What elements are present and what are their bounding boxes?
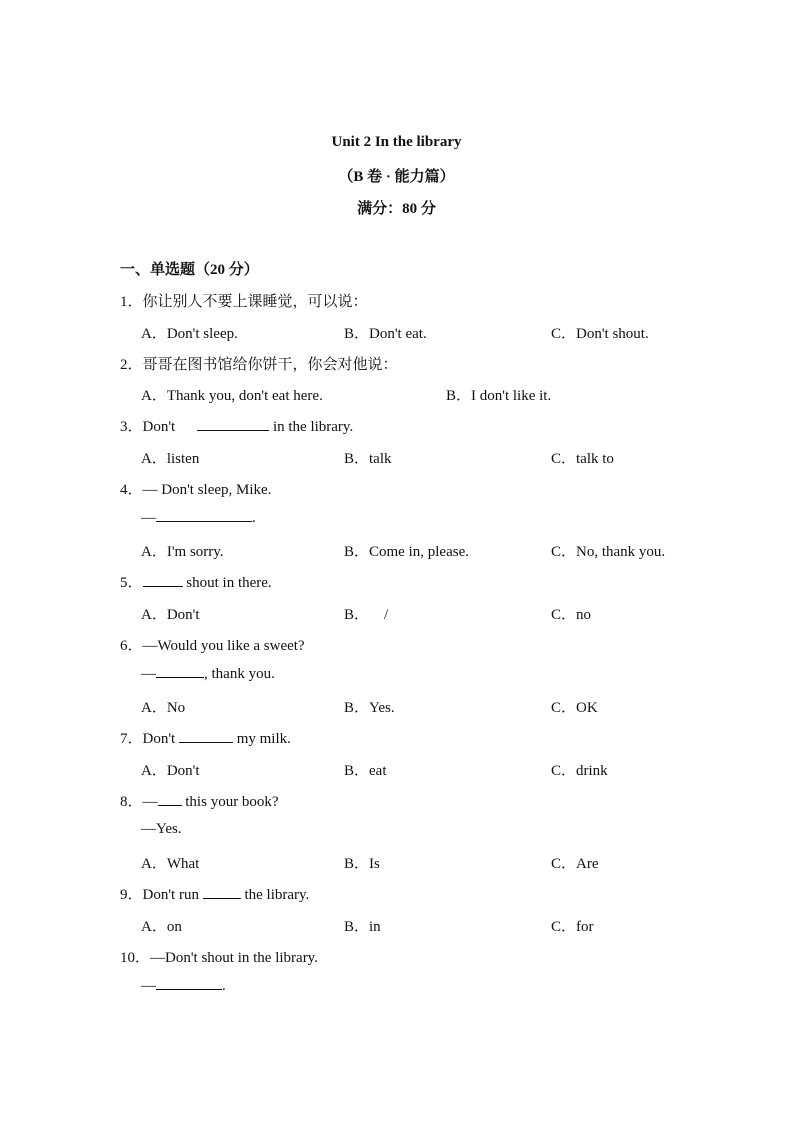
question-10-stem: 10．—Don't shout in the library. (120, 950, 318, 966)
question-9-option-a: A．on (141, 919, 182, 935)
question-8-text-pre: 8．— (120, 794, 158, 810)
question-2-option-b: B．I don't like it. (446, 388, 552, 404)
question-6-reply (141, 665, 275, 683)
question-4-reply (141, 509, 256, 527)
question-6-text-post: , thank you. (204, 666, 275, 682)
question-6-stem: 6．—Would you like a sweet? (120, 638, 305, 654)
question-5-option-a: A．Don't (141, 607, 200, 623)
question-7-stem (120, 727, 291, 748)
question-7-blank (179, 730, 233, 743)
question-8-option-b: B．Is (344, 856, 380, 872)
question-4-period: . (252, 510, 256, 526)
question-9-blank (203, 886, 241, 899)
question-3-text-pre: 3．Don't (120, 419, 176, 435)
question-7-text-pre: 7．Don't (120, 731, 179, 747)
question-8-stem (120, 790, 279, 811)
question-9-option-c: C．for (551, 919, 594, 935)
question-6-blank (156, 665, 204, 678)
question-3-option-c: C．talk to (551, 451, 614, 467)
question-1-option-a: A．Don't sleep. (141, 326, 238, 342)
question-7-text-post: my milk. (232, 731, 291, 747)
question-9-text-pre: 9．Don't run (120, 887, 203, 903)
question-7-option-c: C．drink (551, 763, 608, 779)
worksheet-subtitle: （B 卷 · 能力篇） (338, 169, 455, 185)
question-6-dash: — (141, 666, 156, 682)
question-5-number: 5． (120, 575, 143, 591)
question-7-option-a: A．Don't (141, 763, 200, 779)
total-score: 满分：80 分 (357, 201, 436, 217)
question-5-option-c: C．no (551, 607, 592, 623)
question-8-reply: —Yes. (141, 821, 182, 837)
question-5-blank (143, 574, 183, 587)
question-4-stem: 4．— Don't sleep, Mike. (120, 482, 272, 498)
question-5-text-post: shout in there. (182, 575, 272, 591)
section-heading: 一、单选题（20 分） (120, 262, 259, 278)
worksheet-title: Unit 2 In the library (331, 134, 462, 150)
question-4-option-c: C．No, thank you. (551, 544, 666, 560)
question-3-option-b: B．talk (344, 451, 392, 467)
question-4-blank (156, 509, 252, 522)
question-2-stem: 2．哥哥在图书馆给你饼干，你会对他说： (120, 357, 398, 373)
question-10-dash: — (141, 978, 156, 994)
question-6-option-a: A．No (141, 700, 186, 716)
question-8-option-a: A．What (141, 856, 200, 872)
question-4-option-b: B．Come in, please. (344, 544, 469, 560)
question-10-blank (156, 977, 222, 990)
question-9-stem (120, 883, 309, 904)
question-3-option-a: A．listen (141, 451, 200, 467)
question-6-option-b: B．Yes. (344, 700, 395, 716)
question-1-option-c: C．Don't shout. (551, 326, 649, 342)
question-5-stem (120, 571, 272, 592)
question-7-option-b: B．eat (344, 763, 387, 779)
question-2-option-a: A．Thank you, don't eat here. (141, 388, 323, 404)
question-8-text-post: this your book? (181, 794, 279, 810)
question-8-blank (158, 793, 182, 806)
question-9-option-b: B．in (344, 919, 381, 935)
question-10-reply (141, 977, 226, 995)
question-9-text-post: the library. (240, 887, 310, 903)
question-8-option-c: C．Are (551, 856, 599, 872)
question-3-blank (197, 418, 269, 431)
question-3-stem (120, 415, 353, 436)
question-5-option-b: B． / (344, 607, 389, 623)
question-4-option-a: A．I'm sorry. (141, 544, 224, 560)
question-3-text-post: in the library. (269, 419, 354, 435)
question-1-stem: 1．你让别人不要上课睡觉，可以说： (120, 294, 368, 310)
question-4-dash: — (141, 510, 156, 526)
question-10-period: . (222, 978, 226, 994)
question-6-option-c: C．OK (551, 700, 598, 716)
question-1-option-b: B．Don't eat. (344, 326, 427, 342)
